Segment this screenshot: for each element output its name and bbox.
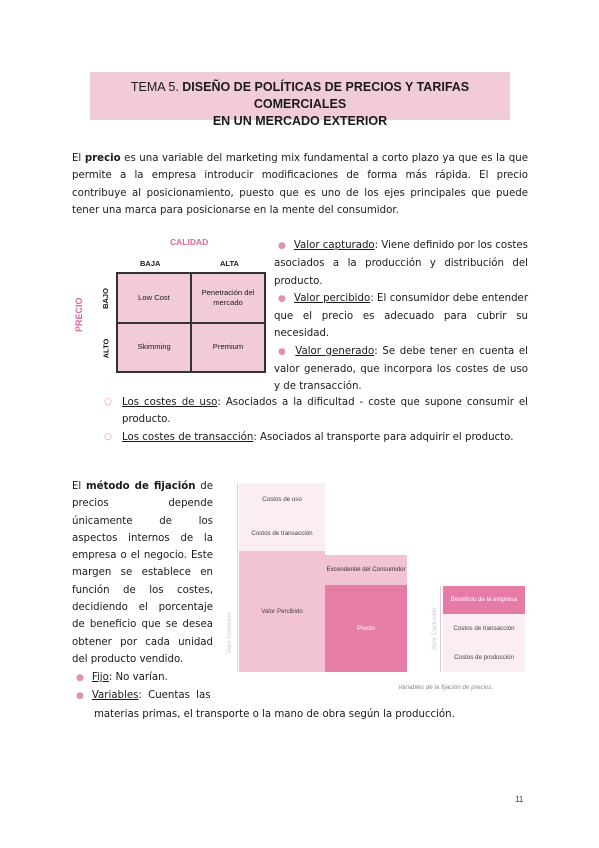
matrix-row-bajo: BAJO bbox=[100, 288, 110, 309]
title-text-1: DISEÑO DE POLÍTICAS DE PRECIOS Y TARIFAS COMERCIALES bbox=[182, 80, 470, 111]
matrix-row-alto: ALTO bbox=[101, 338, 111, 359]
metodo-pre: El bbox=[72, 481, 86, 492]
bullet-term: Variables bbox=[91, 690, 139, 702]
bullet-term: Valor percibido bbox=[294, 292, 371, 304]
block-costos-produccion: Costos de producción bbox=[443, 644, 525, 672]
list-item bbox=[274, 290, 528, 343]
bullet-term: Los costes de transacción bbox=[122, 431, 254, 443]
bullet-dot-icon: ● bbox=[278, 293, 287, 304]
metodo-post: de precios depende únicamente de los aspectos internos de la empresa o el negocio. Este margen se establece en función de los costes, decidiendo el porcentaje de beneficio que se desea obtener por cada unidad del producto vendido. bbox=[72, 481, 213, 665]
page-title-box bbox=[90, 72, 510, 128]
left-axis-line bbox=[237, 483, 238, 672]
matrix-cell-premium: Premium bbox=[191, 323, 265, 373]
pricing-variables-diagram bbox=[224, 480, 534, 695]
bullet-continuation: materias primas, el transporte o la mano de obra según la producción. bbox=[94, 708, 455, 720]
figure-caption: Variables de la fijación de precios. bbox=[398, 684, 494, 691]
block-costos-transaccion: Costos de transacción bbox=[239, 517, 325, 551]
title-line-1 bbox=[90, 79, 510, 113]
right-axis-line bbox=[440, 586, 441, 672]
block-costos-transaccion-2: Costos de transacción bbox=[443, 614, 525, 644]
matrix-col-baja: BAJA bbox=[140, 259, 161, 268]
bullet-term: Los costes de uso bbox=[122, 397, 218, 408]
cost-bullets bbox=[104, 394, 528, 446]
bullet-dot-icon: ● bbox=[76, 673, 84, 683]
price-quality-matrix bbox=[76, 236, 266, 376]
bullet-text: : Se debe tener en cuenta el valor generado, que incorpora los costes de uso y de transacción. bbox=[274, 345, 528, 393]
bullet-text: : Asociados al transporte para adquirir el producto. bbox=[253, 431, 514, 443]
list-item bbox=[274, 237, 528, 290]
circle-bullet-icon: ○ bbox=[104, 431, 112, 442]
list-item bbox=[72, 669, 528, 687]
block-excedente: Excendentel del Consumidor bbox=[325, 555, 407, 585]
list-item bbox=[72, 687, 528, 705]
bullet-text: : No varían. bbox=[108, 672, 168, 683]
bullet-dot-icon: ● bbox=[278, 241, 286, 251]
block-valor-percibido: Valor Percibido bbox=[239, 551, 325, 672]
matrix-calidad-label: CALIDAD bbox=[170, 237, 209, 247]
intro-bold: precio bbox=[84, 153, 121, 164]
list-item bbox=[104, 429, 528, 446]
bullet-text: : Asociados a la dificultad - coste que supone consumir el producto. bbox=[122, 397, 528, 426]
bullet-text: : El consumidor debe entender que el precio es adecuado para cubrir su necesidad. bbox=[274, 292, 529, 340]
intro-pre: El bbox=[72, 153, 85, 164]
matrix-col-alta: ALTA bbox=[220, 259, 239, 268]
block-precio: Precio bbox=[325, 585, 407, 672]
bullet-term: Fijo bbox=[91, 672, 109, 683]
circle-bullet-icon: ○ bbox=[104, 397, 112, 407]
metodo-bold: método de fijación bbox=[85, 481, 196, 492]
matrix-grid bbox=[116, 272, 266, 373]
value-bullets bbox=[274, 237, 528, 396]
title-text-2: EN UN MERCADO EXTERIOR bbox=[212, 114, 388, 128]
intro-post: es una variable del marketing mix fundamental a corto plazo ya que es la que permite a la empresa introducir modificaciones de forma más rápida. El precio contribuye al posicionamiento, puesto que es uno de los ejes principales que puede tener una marca para posicionarse en la mente del consumidor. bbox=[72, 153, 528, 216]
bullet-text: : Viene definido por los costes asociados a la producción y distribución del producto. bbox=[274, 240, 528, 287]
block-costos-uso: Costos de uso bbox=[239, 483, 325, 517]
bullet-text: : Cuentas las bbox=[138, 690, 211, 702]
list-item bbox=[274, 343, 528, 396]
axis-valor-generado: Valor Generado bbox=[227, 612, 233, 654]
page-number: 11 bbox=[515, 795, 524, 804]
matrix-precio-label: PRECIO bbox=[74, 297, 84, 332]
bullet-term: Valor capturado bbox=[293, 240, 375, 251]
bullet-dot-icon: ● bbox=[76, 691, 84, 702]
axis-valor-capturado: Valor Capturado bbox=[432, 607, 438, 651]
matrix-cell-penetracion: Penetración del mercado bbox=[191, 273, 265, 323]
bullet-term: Valor generado bbox=[295, 345, 375, 357]
title-tema: TEMA 5. bbox=[130, 80, 179, 94]
method-bullets bbox=[72, 669, 528, 723]
intro-paragraph bbox=[72, 150, 528, 219]
matrix-cell-skimming: Skimming bbox=[117, 323, 191, 373]
metodo-paragraph bbox=[72, 478, 213, 668]
block-beneficio: Beneficio de la empresa bbox=[443, 586, 525, 614]
matrix-cell-low-cost: Low Cost bbox=[117, 273, 191, 323]
bullet-dot-icon: ● bbox=[278, 346, 288, 357]
list-item bbox=[104, 394, 528, 429]
